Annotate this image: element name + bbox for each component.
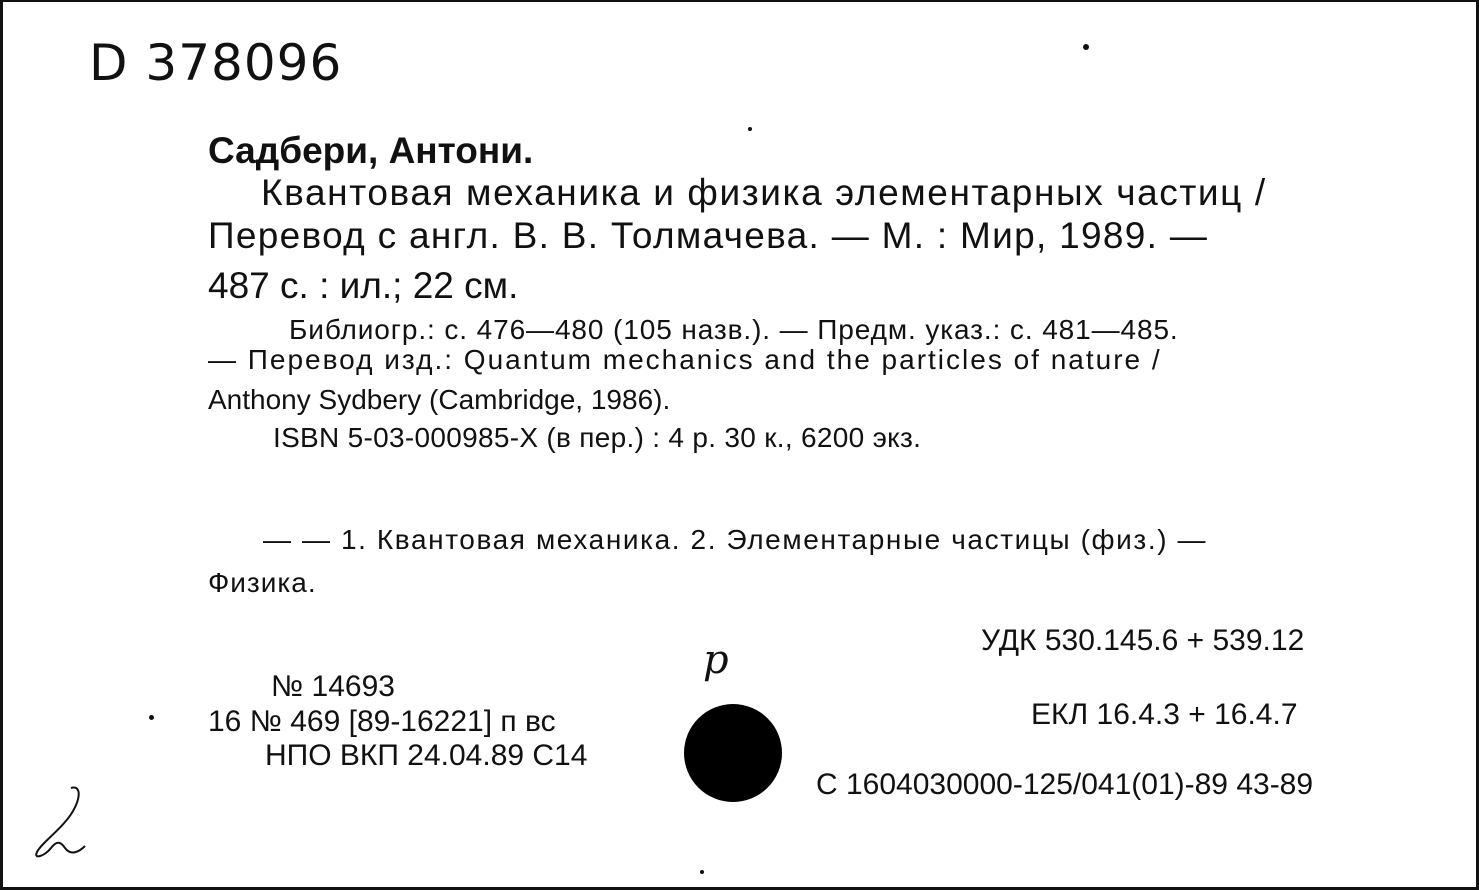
call-number: D 378096 [89, 34, 343, 92]
accession-number: № 14693 [271, 670, 395, 703]
speck-top-right [1083, 44, 1089, 50]
ekl-code: ЕКЛ 16.4.3 + 16.4.7 [1031, 698, 1298, 731]
subjects-line-1: — — 1. Квантовая механика. 2. Элементарные частицы (физ.) — [263, 524, 1208, 555]
udk-code: УДК 530.145.6 + 539.12 [981, 624, 1305, 657]
author-heading: Садбери, Антони. [208, 130, 534, 171]
title-line-1: Квантовая механика и физика элементарных частиц / [261, 172, 1267, 213]
publisher-code: С 1604030000-125/041(01)-89 43-89 [816, 768, 1314, 801]
handwritten-letter: р [703, 637, 729, 683]
punch-hole [684, 704, 782, 802]
handwritten-mark-icon [31, 782, 91, 862]
speck-bottom [700, 870, 704, 874]
isbn-line: ISBN 5-03-000985-X (в пер.) : 4 р. 30 к., 6200 экз. [273, 422, 922, 453]
npo-stamp-line: НПО ВКП 24.04.89 С14 [265, 739, 588, 772]
notes-line-1: Библиогр.: с. 476—480 (105 назв.). — Предм. указ.: с. 481—485. [289, 314, 1179, 345]
speck-left [149, 715, 154, 720]
notes-line-2: — Перевод изд.: Quantum mechanics and the particles of nature / [208, 344, 1162, 375]
order-number: 16 № 469 [89-16221] п вс [208, 705, 556, 738]
notes-line-3: Anthony Sydbery (Cambridge, 1986). [208, 384, 671, 415]
title-line-2: Перевод с англ. В. В. Толмачева. — М. : Мир, 1989. — [208, 215, 1209, 256]
title-line-3: 487 с. : ил.; 22 см. [208, 265, 519, 306]
speck-top-center [748, 127, 752, 131]
subjects-line-2: Физика. [208, 567, 317, 598]
